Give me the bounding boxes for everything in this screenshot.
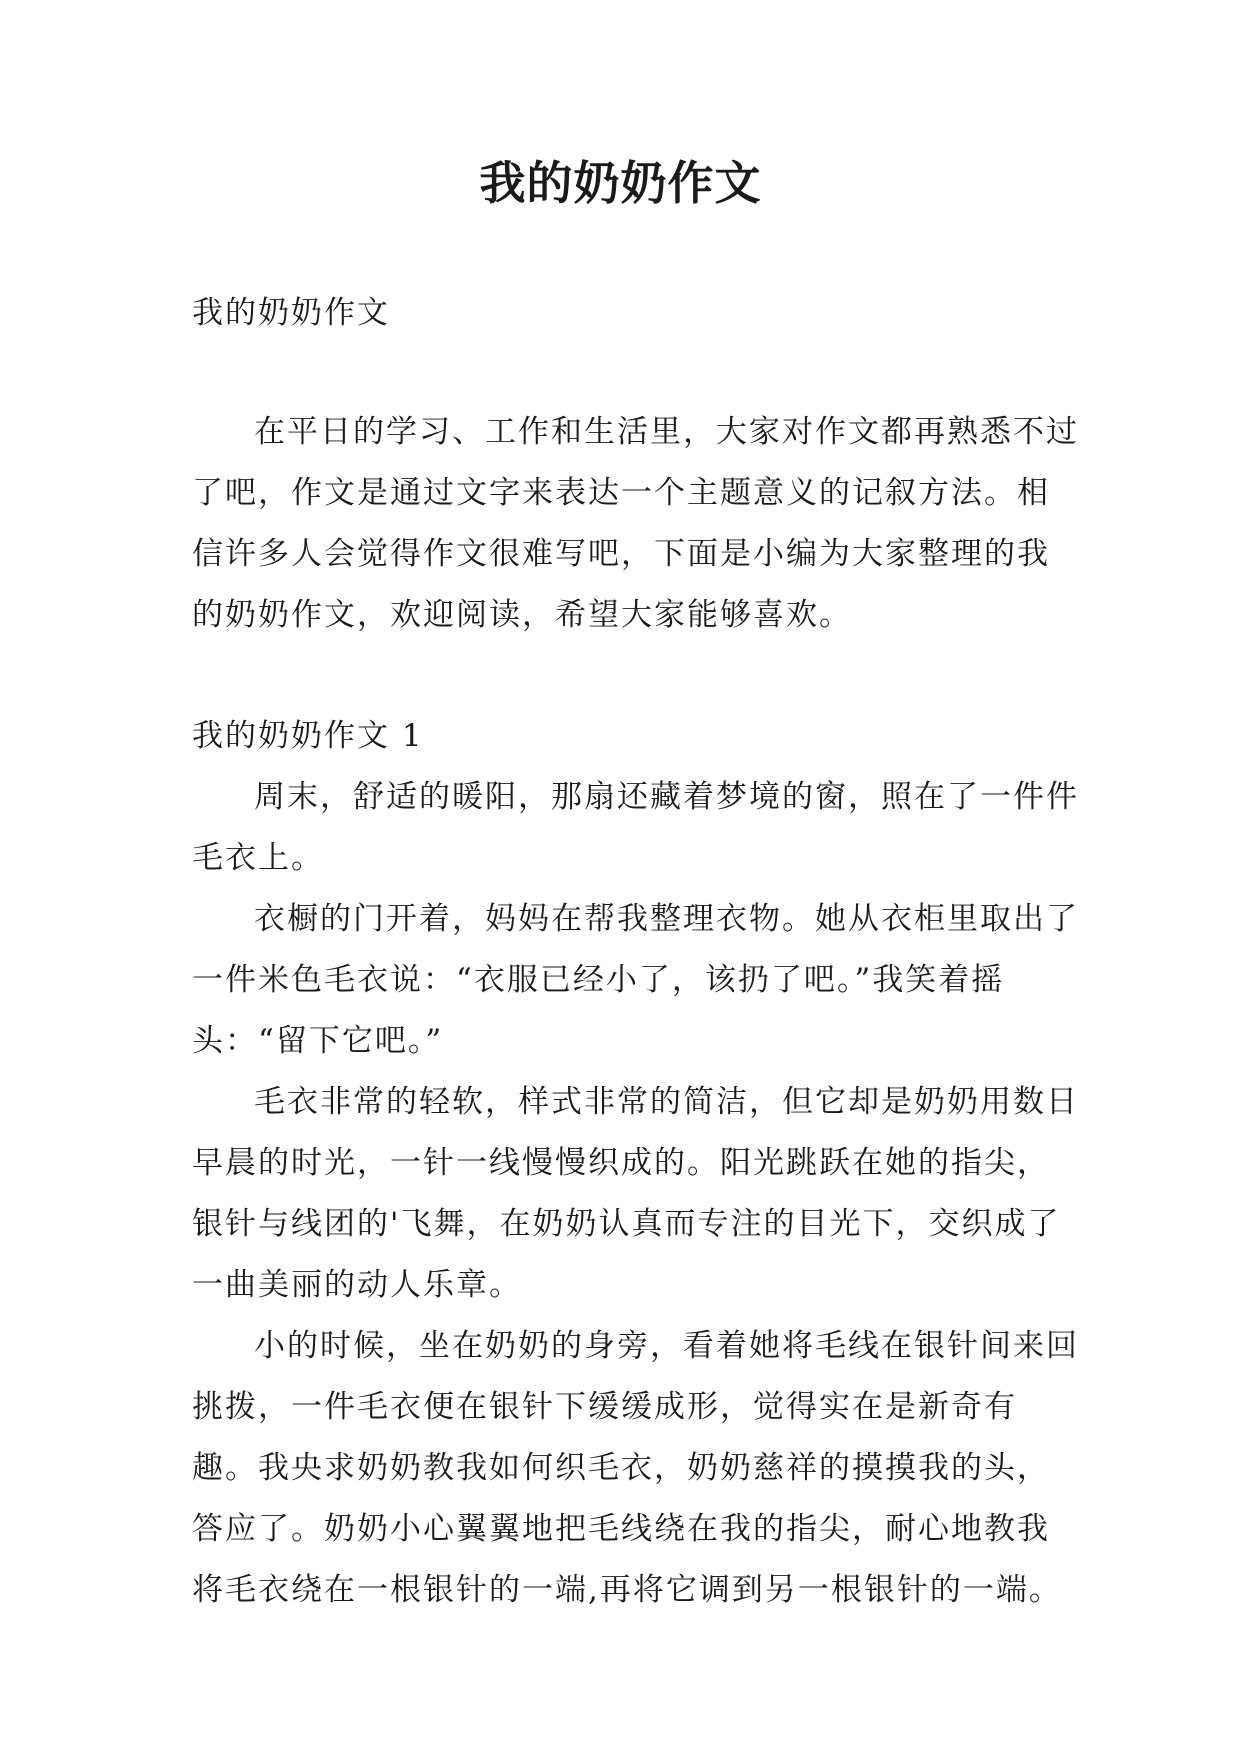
body-paragraph-2: 衣橱的门开着，妈妈在帮我整理衣物。她从衣柜里取出了一件米色毛衣说：“衣服已经小了，该扔了吧。”我笑着摇头：“留下它吧。”	[192, 901, 1079, 1059]
intro-paragraph: 在平日的学习、工作和生活里，大家对作文都再熟悉不过了吧，作文是通过文字来表达一个主题意义的记叙方法。相信许多人会觉得作文很难写吧，下面是小编为大家整理的我的奶奶作文，欢迎阅读，希望大家能够喜欢。	[192, 414, 1079, 633]
document-subtitle: 我的奶奶作文	[192, 295, 390, 331]
body-paragraph-1: 周末，舒适的暖阳，那扇还藏着梦境的窗，照在了一件件毛衣上。	[192, 779, 1079, 876]
body-paragraph-3: 毛衣非常的轻软，样式非常的简洁，但它却是奶奶用数日早晨的时光，一针一线慢慢织成的。阳光跳跃在她的指尖，银针与线团的'飞舞，在奶奶认真而专注的目光下，交织成了一曲美丽的动人乐章。	[192, 1084, 1079, 1303]
document-body	[192, 288, 1082, 1621]
document-title: 我的奶奶作文	[479, 156, 762, 210]
section-heading: 我的奶奶作文 1	[192, 718, 424, 754]
body-paragraph-4: 小的时候，坐在奶奶的身旁，看着她将毛线在银针间来回挑拨，一件毛衣便在银针下缓缓成形，觉得实在是新奇有趣。我央求奶奶教我如何织毛衣，奶奶慈祥的摸摸我的头，答应了。奶奶小心翼翼地把毛线绕在我的指尖，耐心地教我将毛衣绕在一根银针的一端,再将它调到另一根银针的一端。	[192, 1328, 1079, 1608]
